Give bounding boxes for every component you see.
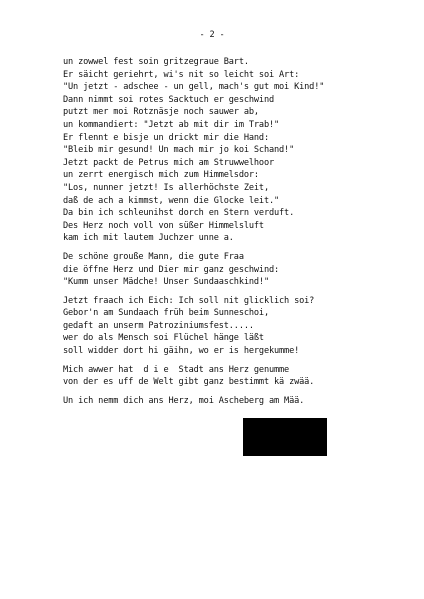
poem-line: "Kumm unser Mädche! Unser Sundaaschkind!" <box>63 277 269 288</box>
stanza-5 <box>63 395 393 408</box>
stanza-1 <box>63 56 393 245</box>
poem-line: Dann nimmt soi rotes Sacktuch er geschwind <box>63 94 275 105</box>
poem-line: De schöne grouße Mann, die gute Fraa <box>63 251 244 262</box>
poem-line: "Un jetzt - adschee - un gell, mach's gut moi Kind!" <box>63 82 325 93</box>
poem-line: Jetzt packt de Petrus mich am Struwwelhoor <box>63 157 275 168</box>
stanza-2 <box>63 251 393 289</box>
poem-line: soll widder dort hi gäihn, wo er is hergekumme! <box>63 346 300 357</box>
poem-line: die öffne Herz und Dier mir ganz geschwind: <box>63 264 280 275</box>
poem-line: wer do als Mensch soi Flüchel hänge läßt <box>63 333 264 344</box>
poem-line: "Bleib mir gesund! Un mach mir jo koi Schand!" <box>63 145 295 156</box>
poem-line: un kommandiert: "Jetzt ab mit dir im Trab!" <box>63 119 280 130</box>
poem-line: daß de ach a kimmst, wenn die Glocke leit." <box>63 195 280 206</box>
poem-line: un zowwel fest soin gritzegraue Bart. <box>63 57 249 67</box>
poem-line: un zerrt energisch mich zum Himmelsdor: <box>63 170 259 181</box>
poem-line: "Los, nunner jetzt! Is allerhöchste Zeit, <box>63 182 269 193</box>
poem-body <box>63 56 393 407</box>
poem-line: gedaft an unserm Patroziniumsfest..... <box>63 320 254 331</box>
stanza-3 <box>63 295 393 358</box>
poem-line: Er flennt e bisje un drickt mir die Hand: <box>63 132 269 143</box>
poem-line: Jetzt fraach ich Eich: Ich soll nit glicklich soi? <box>63 295 315 306</box>
poem-line: putzt mer moi Rotznäsje noch sauwer ab, <box>63 107 259 118</box>
poem-line: Er säicht geriehrt, wi's nit so leicht soi Art: <box>63 69 300 80</box>
poem-line: Gebor'n am Sundaach früh beim Sunneschoi, <box>63 308 269 319</box>
poem-line: Des Herz noch voll von süßer Himmelsluft <box>63 220 264 231</box>
poem-line: von der es uff de Welt gibt ganz bestimmt kä zwää. <box>63 377 315 388</box>
poem-line: kam ich mit lautem Juchzer unne a. <box>63 233 234 244</box>
stanza-4 <box>63 364 393 389</box>
poem-line: Da bin ich schleunihst dorch en Stern verduft. <box>63 208 295 219</box>
redaction-block <box>243 418 327 456</box>
page-number: - 2 - <box>199 30 225 40</box>
poem-line: Un ich nemm dich ans Herz, moi Ascheberg am Mää. <box>63 395 305 406</box>
poem-line: Mich awwer hat d i e Stadt ans Herz genumme <box>63 364 290 375</box>
